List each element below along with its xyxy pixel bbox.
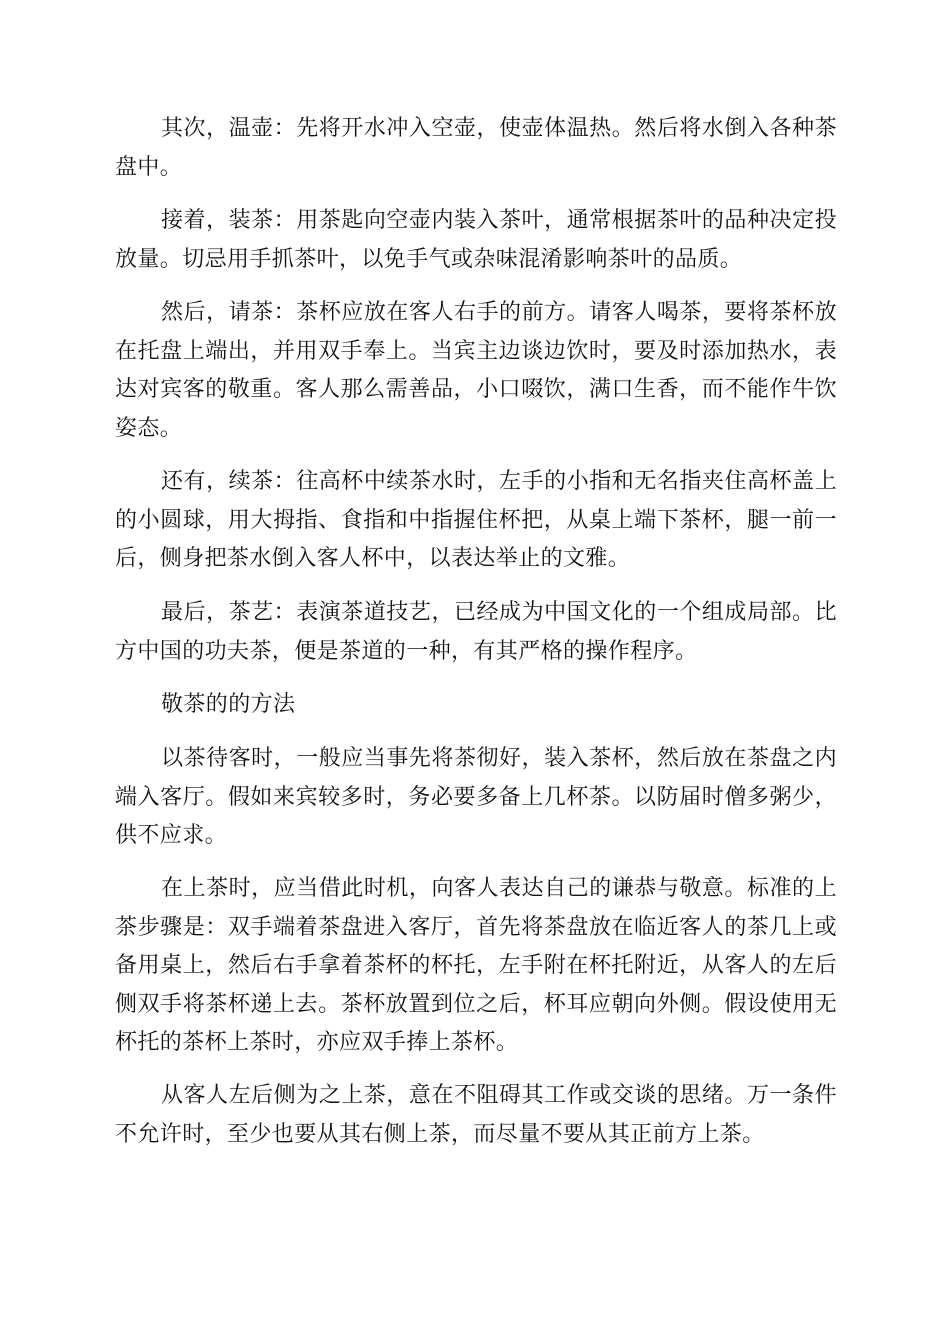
paragraph-serving-steps: 在上茶时，应当借此时机，向客人表达自己的谦恭与敬意。标准的上茶步骤是：双手端着茶盘进入客厅，首先将茶盘放在临近客人的茶几上或备用桌上，然后右手拿着茶杯的杯托，左手附在杯托附近，从客人的左后侧双手将茶杯递上去。茶杯放置到位之后，杯耳应朝向外侧。假设使用无杯托的茶杯上茶时，亦应双手捧上茶杯。	[115, 876, 837, 1055]
paragraph-load-tea: 接着，装茶：用茶匙向空壶内装入茶叶，通常根据茶叶的品种决定投放量。切忌用手抓茶叶，以免手气或杂味混淆影响茶叶的品质。	[115, 208, 837, 272]
paragraph-warm-pot: 其次，温壶：先将开水冲入空壶，使壶体温热。然后将水倒入各种茶盘中。	[115, 116, 837, 180]
paragraph-serve-tea: 然后，请茶：茶杯应放在客人右手的前方。请客人喝茶，要将茶杯放在托盘上端出，并用双手奉上。当宾主边谈边饮时，要及时添加热水，表达对宾客的敬重。客人那么需善品，小口啜饮，满口生香，而不能作牛饮姿态。	[115, 300, 837, 441]
section-heading: 敬茶的的方法	[161, 692, 296, 717]
paragraph-prepare-tea: 以茶待客时，一般应当事先将茶彻好，装入茶杯，然后放在茶盘之内端入客厅。假如来宾较多时，务必要多备上几杯茶。以防届时僧多粥少，供不应求。	[115, 746, 837, 848]
paragraph-serving-side: 从客人左后侧为之上茶，意在不阻碍其工作或交谈的思绪。万一条件不允许时，至少也要从其右侧上茶，而尽量不要从其正前方上茶。	[115, 1083, 837, 1147]
paragraph-refill-tea: 还有，续茶：往高杯中续茶水时，左手的小指和无名指夹住高杯盖上的小圆球，用大拇指、食指和中指握住杯把，从桌上端下茶杯，腿一前一后，侧身把茶水倒入客人杯中，以表达举止的文雅。	[115, 469, 837, 571]
paragraph-tea-art: 最后，茶艺：表演茶道技艺，已经成为中国文化的一个组成局部。比方中国的功夫茶，便是茶道的一种，有其严格的操作程序。	[115, 600, 837, 664]
